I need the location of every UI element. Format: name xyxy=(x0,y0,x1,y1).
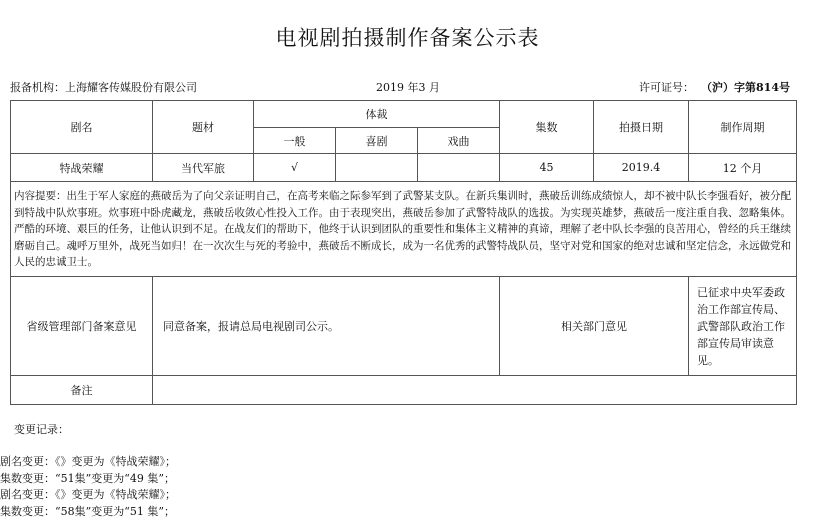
header-shoot-date: 拍摄日期 xyxy=(594,101,689,154)
remark-label: 备注 xyxy=(11,376,153,405)
cell-shoot-date: 2019.4 xyxy=(594,154,689,182)
license-value: （沪）字第814号 xyxy=(701,81,790,94)
header-name: 剧名 xyxy=(11,101,153,154)
filing-table xyxy=(10,100,797,405)
header-genre-opera: 戏曲 xyxy=(418,128,500,154)
license-label: 许可证号： xyxy=(639,81,695,94)
filing-table-frame xyxy=(10,100,796,405)
header-period: 制作周期 xyxy=(689,101,797,154)
header-theme: 题材 xyxy=(153,101,254,154)
cell-comedy xyxy=(336,154,418,182)
list-item: 集数变更：“58集”变更为“51 集”； xyxy=(0,504,175,518)
cell-opera xyxy=(418,154,500,182)
list-item: 剧名变更：《》变更为《特战荣耀》； xyxy=(0,488,176,501)
related-opinion-value: 已征求中央军委政治工作部宣传局、武警部队政治工作部宣传局审读意见。 xyxy=(689,277,797,376)
header-episodes: 集数 xyxy=(500,101,594,154)
cell-period: 12 个月 xyxy=(689,154,797,182)
list-item: 剧名变更：《》变更为《特战荣耀》； xyxy=(0,455,176,468)
report-date: 2019 年3 月 xyxy=(376,81,440,94)
remark-value xyxy=(153,376,797,405)
cell-theme: 当代军旅 xyxy=(153,154,254,182)
page-title: 电视剧拍摄制作备案公示表 xyxy=(275,26,540,50)
info-bar xyxy=(10,76,796,96)
related-opinion-label: 相关部门意见 xyxy=(500,277,689,376)
table-row xyxy=(11,154,797,182)
change-record-list xyxy=(0,454,176,520)
provincial-opinion-value: 同意备案，报请总局电视剧司公示。 xyxy=(153,277,500,376)
cell-name: 特战荣耀 xyxy=(11,154,153,182)
change-record-heading: 变更记录： xyxy=(14,423,69,436)
list-item: 集数变更：“51集”变更为“49 集”； xyxy=(0,471,175,485)
provincial-opinion-label: 省级管理部门备案意见 xyxy=(11,277,153,376)
cell-episodes: 45 xyxy=(500,154,594,182)
content-summary: 内容提要：出生于军人家庭的燕破岳为了向父亲证明自己，在高考来临之际参军到了武警某支队。在新兵集训时，燕破岳训练成绩惊人，却不被中队长李强看好，被分配到特战中队炊事班。炊事班中卧虎藏龙，燕破岳收敛心性投入工作。由于表现突出，燕破岳参加了武警特战队的选拔。为实现英雄梦，燕破岳一度注重自我、忽略集体。严酷的环境、艰巨的任务，让他认识到不足。在战友们的帮助下，他终于认识到团队的重要性和集体主义精神的真谛，理解了老中队长李强的良苦用心，曾经的兵王继续磨砺自己。魂呼万里外，战死当如归！在一次次生与死的考验中，燕破岳不断成长，成为一名优秀的武警特战队员，坚守对党和国家的绝对忠诚和坚定信念，永远做党和人民的忠诚卫士。 xyxy=(11,182,797,277)
header-genre-comedy: 喜剧 xyxy=(336,128,418,154)
license-number xyxy=(639,79,790,95)
reporting-org: 报备机构：上海耀客传媒股份有限公司 xyxy=(10,81,197,94)
cell-general: √ xyxy=(254,154,336,182)
header-genre: 体裁 xyxy=(254,101,500,128)
header-genre-general: 一般 xyxy=(254,128,336,154)
